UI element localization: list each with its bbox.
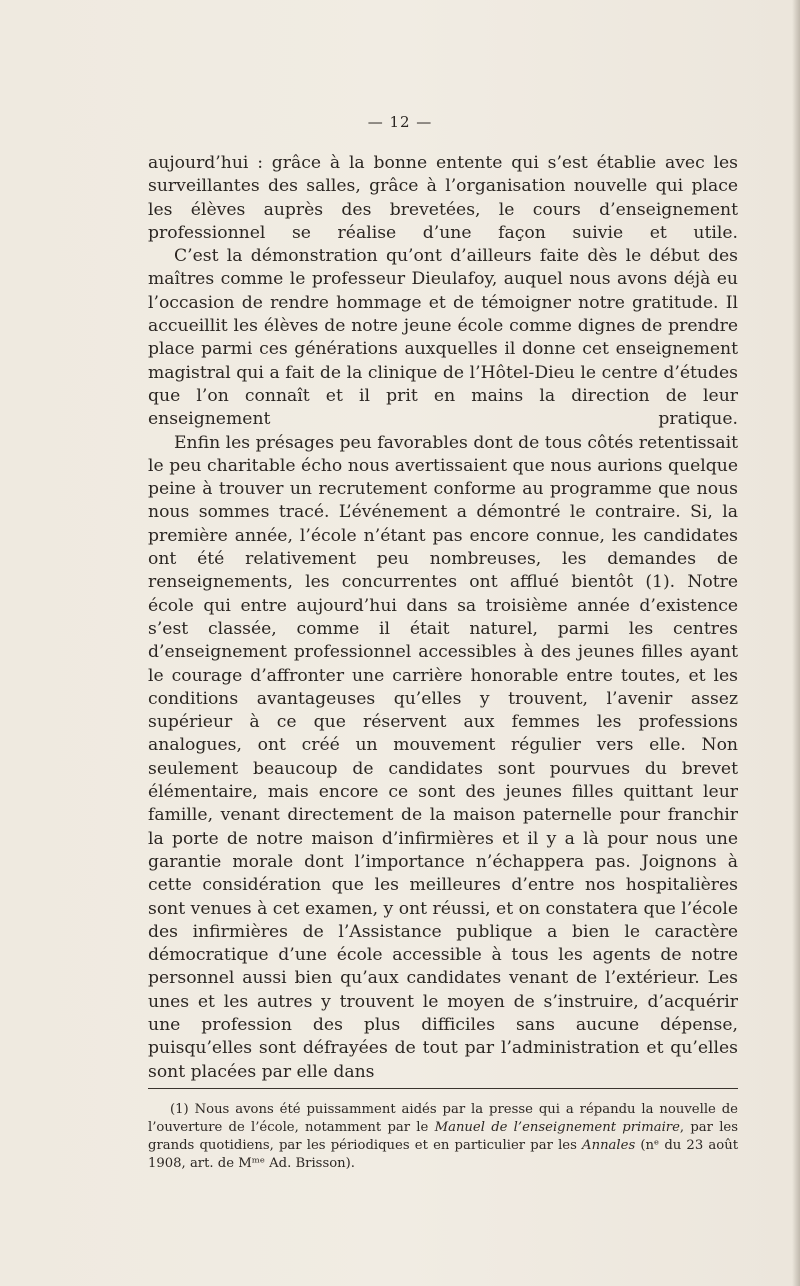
page-number: — 12 — bbox=[367, 113, 433, 131]
footnote-text-1: (1) Nous avons été puissamment aidés par la presse qui a répandu la nouvelle de l’ouverture de l’école, notamment par le bbox=[148, 1102, 738, 1135]
body-text bbox=[148, 152, 738, 1084]
footnote bbox=[148, 1101, 738, 1173]
footnote-rule bbox=[148, 1088, 738, 1089]
footnote-title-annales: Annales bbox=[582, 1138, 636, 1153]
page-edge-shadow bbox=[792, 0, 800, 1286]
paragraph-2: C’est la démonstration qu’ont d’ailleurs faite dès le début des maîtres comme le professeur Dieulafoy, auquel nous avons déjà eu l’occasion de rendre hommage et de témoigner notre gratitude. Il accueillit les élèves de notre jeune école comme dignes de prendre place parmi ces générations auxquelles il donne cet enseignement magistral qui a fait de la clinique de l’Hôtel-Dieu le centre d’études que l’on connaît et il prit en mains la direction de leur enseignement pratique. bbox=[148, 246, 738, 430]
footnote-text-2: , par les grands quotidiens, par les périodiques et en particulier par les bbox=[148, 1120, 738, 1153]
footnote-text-3: (nᵉ du 23 août 1908, art. de Mᵐᵉ Ad. Brisson). bbox=[148, 1138, 738, 1171]
paragraph-1: aujourd’hui : grâce à la bonne entente qui s’est établie avec les surveillantes des salles, grâce à l’organisation nouvelle qui place les élèves auprès des brevetées, le cours d’enseignement professionnel se réalise d’une façon suivie et utile. bbox=[148, 153, 738, 243]
footnote-title-manuel: Manuel de l’enseignement primaire bbox=[434, 1120, 680, 1135]
paragraph-3: Enfin les présages peu favorables dont de tous côtés retentissait le peu charitable écho nous avertissaient que nous aurions quelque peine à trouver un recrutement conforme au programme que nous nous sommes tracé. L’événement a démontré le contraire. Si, la première année, l’école n’étant pas encore connue, les candidates ont été relativement peu nombreuses, les demandes de renseignements, les concurrentes ont afflué bientôt (1). Notre école qui entre aujourd’hui dans sa troisième année d’existence s’est classée, comme il était naturel, parmi les centres d’enseignement professionnel accessibles à des jeunes filles ayant le courage d’affronter une carrière honorable entre toutes, et les conditions avantageuses qu’elles y trouvent, l’avenir assez supérieur à ce que réservent aux femmes les professions analogues, ont créé un mouvement régulier vers elle. Non seulement beaucoup de candidates sont pourvues du brevet élémentaire, mais encore ce sont des jeunes filles quittant leur famille, venant directement de la maison paternelle pour franchir la porte de notre maison d’infirmières et il y a là pour nous une garantie morale dont l’importance n’échappera pas. Joignons à cette considération que les meilleures d’entre nos hospitalières sont venues à cet examen, y ont réussi, et on constatera que l’école des infirmières de l’Assistance publique a bien le caractère démocratique d’une école accessible à tous les agents de notre personnel aussi bien qu’aux candidates venant de l’extérieur. Les unes et les autres y trouvent le moyen de s’instruire, d’acquérir une profession des plus difficiles sans aucune dépense, puisqu’elles sont défrayées de tout par l’administration et qu’elles sont placées par elle dans bbox=[148, 432, 738, 1082]
